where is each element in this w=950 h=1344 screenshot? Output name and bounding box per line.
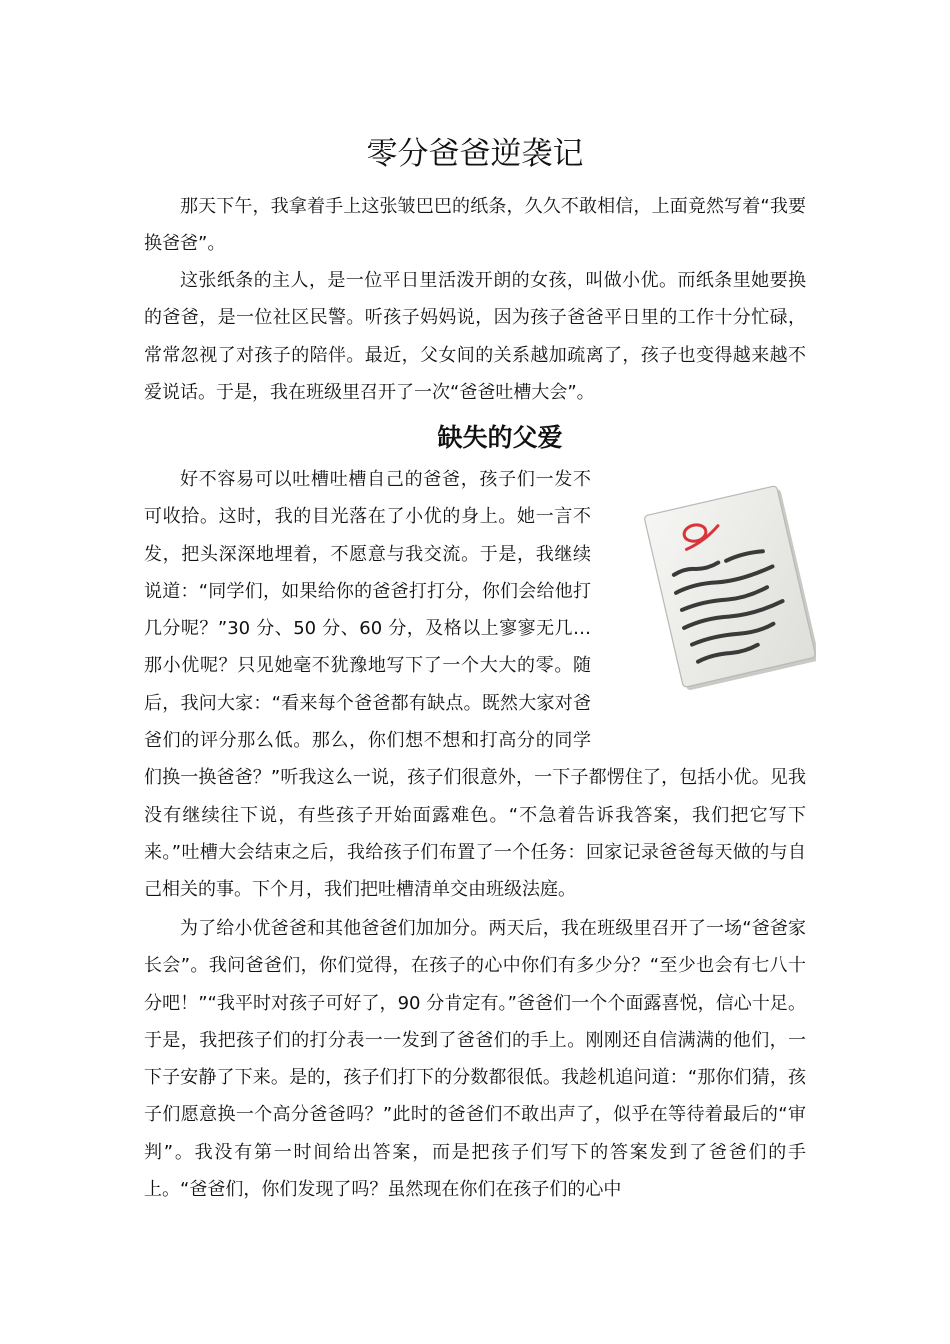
score-paper-icon [640, 481, 816, 693]
paragraph-3: 好不容易可以吐槽吐槽自己的爸爸，孩子们一发不可收拾。这时，我的目光落在了小优的身上。她一言不发，把头深深地埋着，不愿意与我交流。于是，我继续说道：“同学们，如果给你的爸爸打打分，你们会给他打几分呢？”30 分、50 分、60 分，及格以上寥寥无几…那小优呢？只见她毫不犹豫地写下了一个大大的零。随后，我问大家：“看来每个爸爸都有缺点。既然大家对爸爸们的评分那么低。那么，你们想不想和打高分的同学们换一换爸爸？”听我这么一说，孩子们很意外，一下子都愣住了，包括小优。见我没有继续往下说，有些孩子开始面露难色。“不急着告诉我答案，我们把它写下来。”吐槽大会结束之后，我给孩子们布置了一个任务：回家记录爸爸每天做的与自己相关的事。下个月，我们把吐槽清单交由班级法庭。 [144, 469, 806, 901]
paragraph-1: 那天下午，我拿着手上这张皱巴巴的纸条，久久不敢相信，上面竟然写着“我要换爸爸”。 [144, 196, 806, 255]
paragraph-4: 为了给小优爸爸和其他爸爸们加加分。两天后，我在班级里召开了一场“爸爸家长会”。我问爸爸们，你们觉得，在孩子的心中你们有多少分？“至少也会有七八十分吧！”“我平时对孩子可好了，90 分肯定有。”爸爸们一个个面露喜悦，信心十足。于是，我把孩子们的打分表一一发到了爸爸们的手上。刚刚还自信满满的他们，一下子安静了下来。是的，孩子们打下的分数都很低。我趁机追问道：“那你们猜，孩子们愿意换一个高分爸爸吗？”此时的爸爸们不敢出声了，似乎在等待着最后的“审判”。我没有第一时间给出答案，而是把孩子们写下的答案发到了爸爸们的手上。“爸爸们，你们发现了吗？虽然现在你们在孩子们的心中 [144, 918, 806, 1201]
paragraph-2: 这张纸条的主人，是一位平日里活泼开朗的女孩，叫做小优。而纸条里她要换的爸爸，是一位社区民警。听孩子妈妈说，因为孩子爸爸平日里的工作十分忙碌，常常忽视了对孩子的陪伴。最近，父女间的关系越加疏离了，孩子也变得越来越不爱说话。于是，我在班级里召开了一次“爸爸吐槽大会”。 [144, 270, 806, 403]
document-title: 零分爸爸逆袭记 [366, 136, 584, 172]
section-subtitle: 缺失的父爱 [437, 423, 563, 452]
